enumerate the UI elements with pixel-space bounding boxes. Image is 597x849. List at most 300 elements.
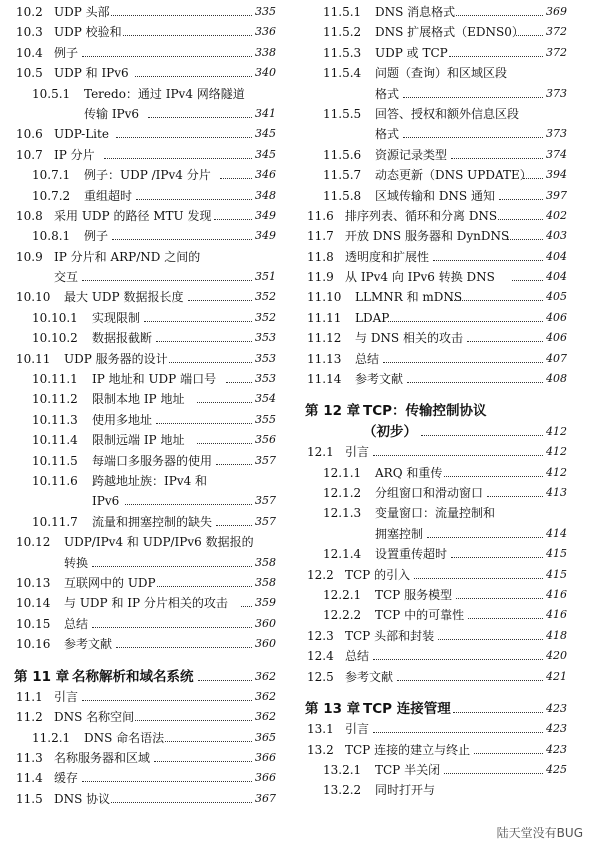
page-number: 412	[546, 424, 567, 438]
toc-entry[interactable]	[14, 491, 276, 511]
toc-number: 10.4	[16, 45, 43, 60]
toc-number: 10.10.1	[32, 310, 78, 325]
dot-leader	[214, 219, 252, 220]
dot-leader	[157, 586, 252, 587]
toc-number: 10.11.6	[32, 473, 78, 488]
toc-entry[interactable]	[305, 442, 567, 462]
dot-leader	[148, 117, 252, 118]
dot-leader	[216, 525, 252, 526]
watermark: 陆天堂没有BUG	[496, 826, 583, 840]
dot-leader	[144, 321, 252, 322]
toc-entry[interactable]	[305, 719, 567, 739]
toc-entry[interactable]	[305, 226, 567, 246]
dot-leader	[523, 178, 543, 179]
dot-leader	[407, 382, 543, 383]
page-number: 394	[546, 168, 567, 182]
page-number: 352	[255, 290, 276, 304]
toc-title: 参考文献	[64, 637, 113, 652]
toc-title: 交互	[54, 270, 79, 285]
toc-entry[interactable]	[305, 267, 567, 287]
toc-entry[interactable]	[305, 328, 567, 348]
dot-leader	[92, 566, 252, 567]
toc-title: 每端口多服务器的使用	[92, 453, 213, 468]
toc-number: 第 12 章	[305, 403, 361, 420]
toc-title: DNS 协议	[54, 791, 111, 806]
toc-title: 最大 UDP 数据报长度	[64, 290, 184, 305]
page-number: 373	[546, 86, 567, 100]
page-number: 357	[255, 514, 276, 528]
toc-number: 10.8	[16, 208, 43, 223]
toc-entry[interactable]	[14, 789, 276, 809]
page-number: 341	[255, 106, 276, 120]
toc-title: UDP 或 TCP	[375, 45, 448, 60]
page-number: 369	[546, 5, 567, 18]
toc-entry[interactable]	[305, 646, 567, 666]
toc-title: LLMNR 和 mDNS	[355, 290, 463, 305]
toc-title: DNS 命名语法	[84, 730, 165, 745]
toc-title: 流量和拥塞控制的缺失	[92, 514, 213, 529]
toc-number: 11.13	[307, 351, 342, 366]
toc-number: 11.5.2	[323, 25, 362, 40]
toc-entry[interactable]	[14, 22, 276, 42]
toc-number: 12.2	[307, 567, 334, 582]
dot-leader	[125, 504, 252, 505]
toc-entry[interactable]	[305, 760, 567, 780]
toc-chapter-entry[interactable]	[305, 422, 567, 442]
dot-leader	[111, 15, 252, 16]
toc-entry[interactable]	[14, 532, 276, 552]
dot-leader	[438, 639, 543, 640]
page-number: 345	[255, 127, 276, 141]
toc-title: UDP 和 IPv6	[54, 66, 129, 81]
toc-entry[interactable]	[305, 503, 567, 523]
toc-title: 参考文献	[355, 372, 404, 387]
toc-entry[interactable]	[305, 369, 567, 389]
toc-entry[interactable]	[14, 63, 276, 83]
toc-number: 10.7	[16, 147, 43, 162]
toc-title: 跨越地址族：IPv4 和	[92, 473, 208, 488]
page-number: 346	[255, 168, 276, 182]
page-number: 335	[255, 5, 276, 18]
toc-title: IPv6	[92, 494, 120, 509]
toc-entry[interactable]	[305, 186, 567, 206]
toc-title: 限制远端 IP 地址	[92, 433, 185, 448]
dot-leader	[444, 476, 543, 477]
toc-title: 回答、授权和额外信息区段	[375, 106, 520, 121]
toc-number: 10.3	[16, 25, 43, 40]
toc-number: 10.11.5	[32, 453, 78, 468]
toc-entry[interactable]	[14, 247, 276, 267]
toc-number: 11.8	[307, 249, 334, 264]
toc-title: 名称解析和域名系统	[72, 668, 194, 685]
toc-number: 第 11 章	[14, 668, 70, 685]
page-number: 362	[255, 710, 276, 724]
toc-entry[interactable]	[14, 124, 276, 144]
toc-entry[interactable]	[305, 84, 567, 104]
page-number: 423	[546, 742, 567, 756]
page-number: 404	[546, 249, 567, 263]
dot-leader	[82, 56, 252, 57]
toc-number: 11.14	[307, 372, 342, 387]
toc-title: 设置重传超时	[375, 547, 448, 562]
toc-title: UDP-Lite	[54, 127, 109, 142]
toc-entry[interactable]	[14, 43, 276, 63]
toc-entry[interactable]	[305, 349, 567, 369]
page-number: 353	[255, 372, 276, 386]
dot-leader	[403, 97, 543, 98]
toc-entry[interactable]	[305, 63, 567, 83]
toc-number: 11.7	[307, 229, 334, 244]
toc-number: 11.5.1	[323, 5, 362, 19]
toc-entry[interactable]	[305, 43, 567, 63]
page-number: 359	[255, 596, 276, 610]
toc-entry[interactable]	[14, 267, 276, 287]
dot-leader	[197, 443, 252, 444]
page-number: 421	[546, 669, 567, 683]
toc-title: 采用 UDP 的路径 MTU 发现	[54, 208, 212, 223]
toc-entry[interactable]	[14, 389, 276, 409]
dot-leader	[112, 239, 252, 240]
toc-title: 参考文献	[345, 669, 394, 684]
page-number: 362	[255, 669, 276, 683]
page-number: 425	[546, 763, 567, 777]
toc-entry[interactable]	[305, 2, 567, 22]
toc-left-column	[14, 2, 276, 809]
page-number: 360	[255, 616, 276, 630]
dot-leader	[451, 158, 543, 159]
toc-number: 12.1.2	[323, 485, 362, 500]
page-number: 367	[255, 791, 276, 805]
page-number: 403	[546, 229, 567, 243]
dot-leader	[116, 647, 252, 648]
dot-leader	[373, 455, 543, 456]
toc-entry[interactable]	[305, 565, 567, 585]
page-number: 405	[546, 290, 567, 304]
toc-entry[interactable]	[14, 410, 276, 430]
dot-leader	[512, 280, 543, 281]
toc-entry[interactable]	[14, 186, 276, 206]
toc-entry[interactable]	[14, 2, 276, 22]
toc-number: 11.10	[307, 290, 342, 305]
toc-chapter-entry[interactable]	[14, 667, 276, 687]
page-number: 357	[255, 453, 276, 467]
toc-chapter-entry[interactable]	[305, 699, 567, 719]
toc-chapter-entry[interactable]	[305, 401, 567, 421]
toc-entry[interactable]	[14, 165, 276, 185]
dot-leader	[135, 76, 252, 77]
dot-leader	[82, 280, 252, 281]
toc-entry[interactable]	[14, 593, 276, 613]
page-number: 407	[546, 351, 567, 365]
toc-number: 12.1	[307, 445, 334, 460]
toc-entry[interactable]	[14, 369, 276, 389]
toc-title: TCP 中的可靠性	[375, 608, 465, 623]
dot-leader	[373, 659, 543, 660]
dot-leader	[449, 56, 543, 57]
page-number: 353	[255, 351, 276, 365]
page-number: 365	[255, 730, 276, 744]
toc-number: 第 13 章	[305, 700, 361, 717]
toc-title: 实现限制	[92, 310, 141, 325]
toc-title: 排序列表、循环和分离 DNS	[345, 208, 498, 223]
dot-leader	[198, 680, 253, 681]
toc-number: 10.11	[16, 351, 51, 366]
toc-entry[interactable]	[14, 512, 276, 532]
page-number: 366	[255, 751, 276, 765]
page-number: 366	[255, 771, 276, 785]
page-number: 423	[546, 722, 567, 736]
toc-number: 11.5.3	[323, 45, 362, 60]
toc-title: TCP 连接管理	[363, 700, 451, 717]
toc-number: 10.14	[16, 596, 51, 611]
toc-entry[interactable]	[305, 605, 567, 625]
toc-title: 从 IPv4 向 IPv6 转换 DNS	[345, 270, 495, 285]
toc-entry[interactable]	[14, 728, 276, 748]
dot-leader	[165, 741, 252, 742]
toc-entry[interactable]	[14, 614, 276, 634]
page-number: 415	[546, 567, 567, 581]
page-number: 338	[255, 45, 276, 59]
page-number: 336	[255, 25, 276, 39]
page-number: 404	[546, 270, 567, 284]
toc-number: 11.4	[16, 771, 43, 786]
toc-title: 区域传输和 DNS 通知	[375, 188, 495, 203]
page-number: 416	[546, 587, 567, 601]
toc-number: 12.1.1	[323, 465, 362, 480]
page-number: 413	[546, 485, 567, 499]
page-number: 357	[255, 494, 276, 508]
toc-title: 拥塞控制	[375, 526, 424, 541]
dot-leader	[135, 720, 252, 721]
toc-entry[interactable]	[14, 84, 276, 104]
dot-leader	[421, 435, 543, 436]
dot-leader	[226, 382, 252, 383]
toc-entry[interactable]	[305, 544, 567, 564]
toc-number: 10.5.1	[32, 86, 71, 101]
dot-leader	[403, 137, 543, 138]
toc-entry[interactable]	[305, 206, 567, 226]
page-number: 358	[255, 575, 276, 589]
dot-leader	[82, 700, 252, 701]
toc-title: 变量窗口：流量控制和	[375, 506, 496, 521]
toc-title: 互联网中的 UDP	[64, 575, 156, 590]
toc-number: 12.2.2	[323, 608, 362, 623]
toc-number: 10.8.1	[32, 229, 71, 244]
toc-number: 12.3	[307, 628, 334, 643]
toc-title: TCP 半关闭	[375, 763, 441, 778]
dot-leader	[427, 537, 543, 538]
toc-title: TCP 头部和封装	[345, 628, 435, 643]
dot-leader	[450, 300, 543, 301]
toc-number: 10.9	[16, 249, 43, 264]
toc-title: 资源记录类型	[375, 147, 448, 162]
toc-title: TCP 服务模型	[375, 587, 453, 602]
dot-leader	[156, 341, 252, 342]
toc-entry[interactable]	[14, 328, 276, 348]
toc-number: 10.11.4	[32, 433, 78, 448]
dot-leader	[453, 712, 543, 713]
toc-entry[interactable]	[305, 667, 567, 687]
page-number: 373	[546, 127, 567, 141]
toc-entry[interactable]	[305, 780, 567, 800]
section-gap	[305, 687, 567, 699]
toc-number: 13.2.1	[323, 763, 362, 778]
page-number: 418	[546, 628, 567, 642]
toc-entry[interactable]	[305, 308, 567, 328]
toc-title: UDP 头部	[54, 5, 110, 19]
toc-number: 11.5.6	[323, 147, 362, 162]
page-number: 349	[255, 208, 276, 222]
toc-title: 透明度和扩展性	[345, 249, 430, 264]
page-number: 414	[546, 526, 567, 540]
dot-leader	[154, 761, 252, 762]
page-number: 354	[255, 392, 276, 406]
toc-entry[interactable]	[14, 145, 276, 165]
toc-title: 分组窗口和滑动窗口	[375, 485, 484, 500]
toc-title: DNS 扩展格式（EDNS0）	[375, 25, 524, 40]
toc-number: 10.16	[16, 637, 51, 652]
dot-leader	[188, 300, 252, 301]
toc-number: 12.4	[307, 649, 334, 664]
page-number: 345	[255, 147, 276, 161]
toc-title: 总结	[345, 649, 370, 664]
toc-number: 11.6	[307, 208, 334, 223]
toc-entry[interactable]	[14, 287, 276, 307]
toc-number: 11.12	[307, 331, 342, 346]
toc-title: 例子	[54, 45, 79, 60]
dot-leader	[467, 341, 543, 342]
toc-entry[interactable]	[14, 471, 276, 491]
toc-number: 10.7.2	[32, 188, 71, 203]
toc-entry[interactable]	[14, 430, 276, 450]
toc-title: 限制本地 IP 地址	[92, 392, 185, 407]
toc-title: 动态更新（DNS UPDATE）	[375, 168, 532, 183]
toc-entry[interactable]	[305, 585, 567, 605]
toc-number: 10.10	[16, 290, 51, 305]
toc-entry[interactable]	[14, 634, 276, 654]
toc-entry[interactable]	[14, 451, 276, 471]
toc-number: 12.2.1	[323, 587, 362, 602]
toc-number: 10.11.3	[32, 412, 78, 427]
page-number: 406	[546, 310, 567, 324]
toc-title: 重组超时	[84, 188, 133, 203]
toc-number: 11.2.1	[32, 730, 71, 745]
toc-entry[interactable]	[14, 226, 276, 246]
toc-title: Teredo：通过 IPv4 网络隧道	[84, 86, 245, 101]
toc-entry[interactable]	[14, 687, 276, 707]
toc-entry[interactable]	[305, 287, 567, 307]
toc-entry[interactable]	[14, 308, 276, 328]
toc-entry[interactable]	[14, 707, 276, 727]
toc-title: UDP/IPv4 和 UDP/IPv6 数据报的	[64, 535, 254, 550]
toc-title: 使用多地址	[92, 412, 153, 427]
toc-entry[interactable]	[305, 165, 567, 185]
toc-number: 12.1.4	[323, 547, 362, 562]
dot-leader	[433, 260, 543, 261]
toc-entry[interactable]	[14, 573, 276, 593]
page-number: 420	[546, 649, 567, 663]
dot-leader	[474, 753, 543, 754]
dot-leader	[197, 402, 252, 403]
toc-entry[interactable]	[14, 104, 276, 124]
page-number: 372	[546, 45, 567, 59]
page-number: 358	[255, 555, 276, 569]
toc-entry[interactable]	[14, 748, 276, 768]
toc-entry[interactable]	[305, 104, 567, 124]
toc-title: （初步）	[363, 423, 417, 440]
toc-title: 数据报截断	[92, 331, 153, 346]
toc-entry[interactable]	[305, 740, 567, 760]
dot-leader	[388, 321, 543, 322]
toc-right-column	[305, 2, 567, 801]
toc-title: LDAP	[355, 310, 390, 325]
section-gap	[14, 655, 276, 667]
page-number: 340	[255, 66, 276, 80]
toc-entry[interactable]	[305, 247, 567, 267]
page-number: 397	[546, 188, 567, 202]
dot-leader	[111, 802, 252, 803]
page-number: 412	[546, 445, 567, 459]
page-number: 349	[255, 229, 276, 243]
toc-entry[interactable]	[14, 206, 276, 226]
toc-number: 10.10.2	[32, 331, 78, 346]
toc-entry[interactable]	[14, 768, 276, 788]
dot-leader	[383, 362, 543, 363]
dot-leader	[444, 773, 543, 774]
toc-number: 11.5.5	[323, 106, 362, 121]
dot-leader	[156, 423, 252, 424]
page-number: 423	[546, 701, 567, 715]
toc-number: 11.5	[16, 791, 43, 806]
page-number: 360	[255, 637, 276, 651]
toc-entry[interactable]	[14, 553, 276, 573]
page-number: 351	[255, 270, 276, 284]
dot-leader	[104, 158, 252, 159]
toc-entry[interactable]	[305, 124, 567, 144]
toc-entry[interactable]	[14, 349, 276, 369]
page-number: 416	[546, 608, 567, 622]
toc-title: 引言	[54, 689, 79, 704]
toc-title: UDP 校验和	[54, 25, 122, 40]
toc-entry[interactable]	[305, 463, 567, 483]
dot-leader	[414, 578, 543, 579]
toc-title: 名称服务器和区域	[54, 751, 151, 766]
dot-leader	[456, 15, 543, 16]
toc-title: 缓存	[54, 771, 79, 786]
toc-title: 与 DNS 相关的攻击	[355, 331, 463, 346]
toc-title: IP 分片和 ARP/ND 之间的	[54, 249, 201, 264]
toc-number: 10.11.1	[32, 372, 78, 387]
toc-entry[interactable]	[305, 145, 567, 165]
toc-number: 13.1	[307, 722, 334, 737]
toc-title: 转换	[64, 555, 89, 570]
dot-leader	[451, 557, 543, 558]
toc-entry[interactable]	[305, 626, 567, 646]
page-number: 355	[255, 412, 276, 426]
toc-title: DNS 消息格式	[375, 5, 456, 19]
page-number: 415	[546, 547, 567, 561]
toc-number: 11.9	[307, 270, 334, 285]
toc-title: 总结	[64, 616, 89, 631]
toc-number: 10.2	[16, 5, 43, 19]
toc-number: 13.2	[307, 742, 334, 757]
toc-entry[interactable]	[305, 22, 567, 42]
page-number: 412	[546, 465, 567, 479]
page-number: 408	[546, 372, 567, 386]
dot-leader	[516, 35, 543, 36]
toc-entry[interactable]	[305, 524, 567, 544]
toc-entry[interactable]	[305, 483, 567, 503]
